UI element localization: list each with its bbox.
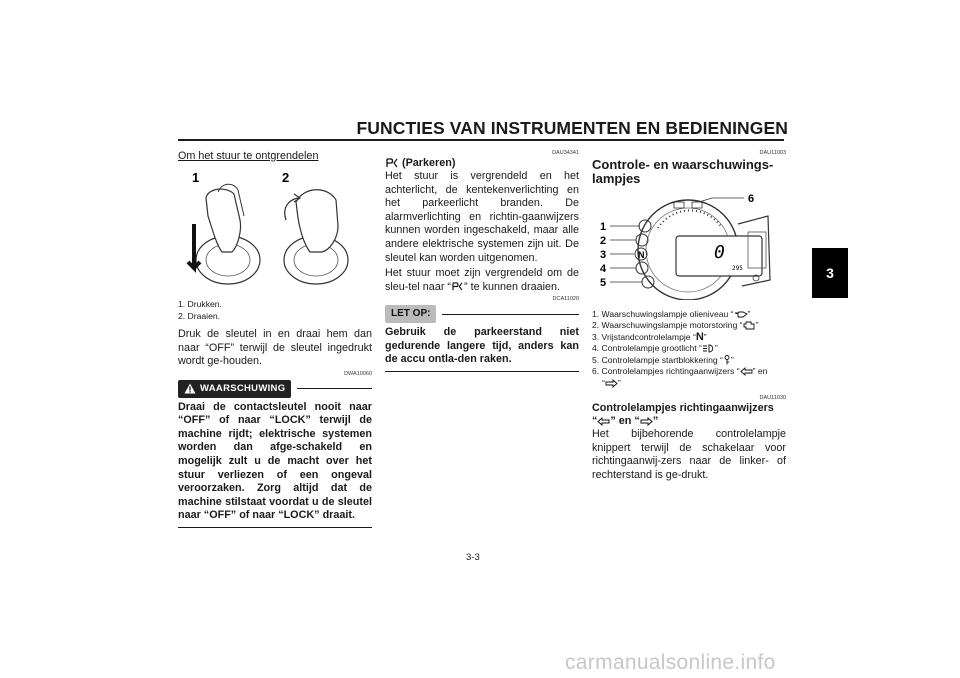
caution-badge: LET OP: [385, 305, 436, 323]
turn-right-heading-icon [640, 417, 653, 426]
lamp-list-item-immobilizer: 5. Controlelampje startblokkering “ ” [592, 354, 734, 365]
turn-lamps-paragraph: Het bijbehorende controlelampje knippert terwijl de schakelaar voor richtingaanwij-zers naar de linker- of rechterstand is ge-drukt. [592, 428, 786, 481]
parking-heading [385, 157, 579, 170]
warning-header-rule [297, 388, 372, 389]
turn-lamps-code: DAU11030 [759, 395, 786, 402]
lamp-list-item-engine: 2. Waarschuwingslampje motorstoring “ ” [592, 320, 759, 331]
turn-lamps-heading [592, 402, 786, 428]
unlock-subhead: Om het stuur te ontgrendelen [178, 150, 319, 162]
warning-badge-label: WAARSCHUWING [200, 382, 286, 394]
parking-paragraph-1: Het stuur is vergrendeld en het achterlicht, de kentekenverlichting en het parkeerlicht branden. De alarmverlichting en richtin-gaanwijzers kunnen worden ingeschakeld, maar alle andere elektrische systemen zijn uit. De sleutel kan worden uitgenomen. [385, 170, 579, 264]
figure-label-1: 1 [192, 169, 200, 185]
chapter-tab[interactable]: 3 [812, 248, 848, 298]
neutral-icon: N [695, 330, 704, 343]
lamps-title: Controle- en waarschuwings-lampjes [592, 157, 774, 186]
header-rule [178, 139, 784, 141]
page-number: 3-3 [466, 552, 480, 563]
high-beam-icon [702, 344, 715, 353]
neutral-lamp-letter: N [638, 250, 645, 260]
parking-heading-text: (Parkeren) [402, 157, 456, 169]
warning-triangle-icon [184, 383, 196, 394]
page-header-title: FUNCTIES VAN INSTRUMENTEN EN BEDIENINGEN [356, 118, 788, 138]
warning-end-rule [178, 527, 372, 528]
turn-left-icon [740, 367, 753, 376]
column-3 [592, 150, 786, 484]
key-icon [723, 355, 731, 365]
turn-lamps-heading-line-2: “ ” en “ ” [592, 415, 659, 428]
unlock-paragraph: Druk de sleutel in en draai hem dan naar “OFF” terwijl de sleutel ingedrukt wordt ge-houden. [178, 328, 372, 368]
caution-header-rule [442, 314, 579, 315]
lcd-small-readout: 295 [732, 265, 743, 272]
parking-code: DAU34341 [552, 150, 579, 156]
parking-symbol-inline-icon [451, 282, 464, 291]
lamp-list-item-turn: 6. Controlelampjes richtingaanwijzers “ ” en [592, 366, 768, 377]
caution-text: Gebruik de parkeerstand niet gedurende langere tijd, anders kan de accu ontla-den raken. [385, 325, 579, 366]
lcd-speed-readout: 0 [714, 242, 725, 263]
lamp-number-4: 4 [600, 263, 607, 275]
hand-right-icon [296, 189, 338, 251]
parking-symbol-icon [385, 158, 399, 168]
figure-label-2: 2 [282, 169, 290, 185]
lamp-number-1: 1 [600, 221, 607, 233]
caption-1: 1. Drukken. [178, 299, 222, 310]
engine-icon [743, 321, 756, 330]
lamp-number-3: 3 [600, 249, 607, 261]
lamp-list-item-high-beam: 4. Controlelampje grootlicht “ ” [592, 343, 718, 354]
warning-code: DWA10060 [344, 370, 372, 377]
turn-right-icon [605, 379, 618, 388]
figure-captions [178, 298, 372, 322]
warning-text: Draai de contactsleutel nooit naar “OFF” of naar “LOCK” terwijl de machine rijdt; elektrische systemen worden dan afge-schakeld en mogelijk zult u de macht over het stuur verliezen of een ongeval veroorzaken. Zorg altijd dat de machine stilstaat voordat u de sleutel naar “OFF” of naar “LOCK” draait. [178, 400, 372, 522]
lamp-number-6: 6 [748, 193, 755, 205]
press-arrow-icon [188, 224, 200, 268]
caution-end-rule [385, 371, 579, 372]
caption-2: 2. Draaien. [178, 311, 221, 322]
column-1 [178, 150, 372, 528]
oil-can-icon [734, 310, 748, 318]
parking-paragraph-2-end: ” te kunnen draaien. [464, 280, 561, 293]
caution-header [385, 305, 579, 323]
parking-paragraph-2 [385, 267, 579, 294]
hand-left-icon [206, 189, 241, 252]
lamps-code: DAU11003 [759, 150, 786, 156]
caution-code: DCA11020 [552, 296, 579, 303]
column-2 [385, 150, 579, 372]
turn-left-heading-icon [597, 417, 610, 426]
lamp-number-5: 5 [600, 277, 607, 289]
parking-paragraph-2-start: Het stuur moet zijn vergrendeld om de sleu-tel naar “ [385, 267, 579, 293]
lamp-list-item-neutral: 3. Vrijstandcontrolelampje “N” [592, 330, 707, 343]
lamp-list-item-turn-cont: “ ” [602, 377, 621, 388]
instrument-panel-illustration [592, 188, 786, 300]
lamp-list [592, 309, 786, 390]
key-illustration [178, 168, 372, 290]
warning-badge [178, 380, 291, 398]
lamp-number-2: 2 [600, 235, 607, 247]
turn-lamps-heading-line-1: Controlelampjes richtingaanwijzers [592, 402, 774, 415]
warning-header [178, 380, 372, 398]
lamp-list-item-oil: 1. Waarschuwingslampje olieniveau “ ” [592, 308, 751, 319]
watermark[interactable]: carmanualsonline.info [565, 651, 776, 674]
